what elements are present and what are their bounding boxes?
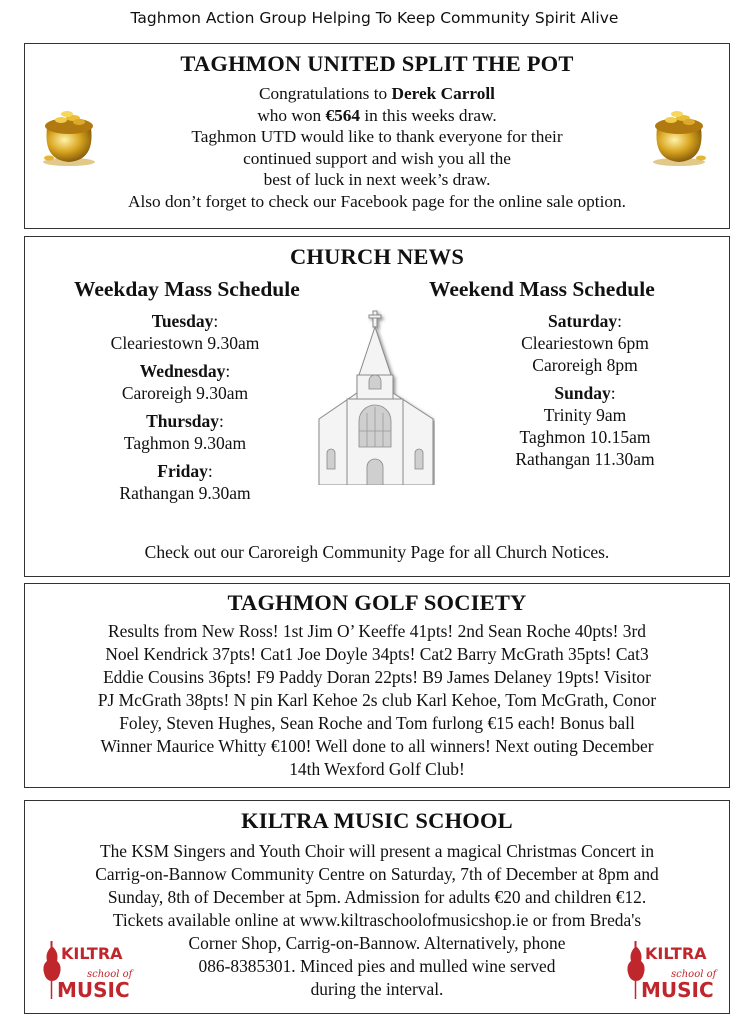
pot-body <box>25 83 729 212</box>
golf-body <box>35 620 719 781</box>
church-title: CHURCH NEWS <box>289 244 465 269</box>
golf-line: Results from New Ross! 1st Jim O’ Keeffe 41pts! 2nd Sean Roche 40pts! 3rd <box>108 621 646 641</box>
pot-line5: best of luck in next week’s draw. <box>263 170 491 189</box>
day-name: Tuesday <box>151 311 214 331</box>
church-footer: Check out our Caroreigh Community Page for all Church Notices. <box>144 542 610 562</box>
page-header: Taghmon Action Group Helping To Keep Community Spirit Alive <box>130 9 619 27</box>
logo-bottom-text: MUSIC <box>57 978 130 1001</box>
golf-line: Noel Kendrick 37pts! Cat1 Joe Doyle 34pts! Cat2 Barry McGrath 35pts! Cat3 <box>105 644 649 664</box>
golf-line: Foley, Steven Hughes, Sean Roche and Tom furlong €15 each! Bonus ball <box>119 713 635 733</box>
mass-time: Rathangan 9.30am <box>119 483 251 503</box>
mass-time: Caroreigh 8pm <box>532 355 638 375</box>
mass-time: Cleariestown 9.30am <box>110 333 260 353</box>
music-line: Sunday, 8th of December at 5pm. Admission for adults €20 and children €12. <box>107 887 647 907</box>
mass-time: Rathangan 11.30am <box>515 449 655 469</box>
church-icon <box>317 309 435 485</box>
weekday-day: Tuesday: <box>151 311 219 331</box>
mass-time: Caroreigh 9.30am <box>121 383 249 403</box>
golf-title: TAGHMON GOLF SOCIETY <box>227 590 527 615</box>
logo-top-text: KILTRA <box>645 944 707 963</box>
weekday-schedule-title: Weekday Mass Schedule <box>74 277 300 301</box>
winner-name: Derek Carroll <box>391 84 495 103</box>
golf-line: 14th Wexford Golf Club! <box>289 759 465 779</box>
pot-line2-suffix: in this weeks draw. <box>360 105 497 125</box>
split-the-pot-section <box>24 43 730 229</box>
mass-time: Taghmon 10.15am <box>519 427 651 447</box>
logo-bottom-text: MUSIC <box>641 978 714 1001</box>
golf-line: Winner Maurice Whitty €100! Well done to all winners! Next outing December <box>100 736 654 756</box>
pot-line1: Congratulations to <box>259 84 392 103</box>
music-title: KILTRA MUSIC SCHOOL <box>241 808 513 833</box>
day-name: Saturday <box>548 311 618 331</box>
weekday-schedule <box>65 310 305 504</box>
logo-middle-text: school of <box>87 969 133 980</box>
pot-title: TAGHMON UNITED SPLIT THE POT <box>180 51 574 76</box>
prize-amount: €564 <box>325 105 361 125</box>
weekend-day: Saturday: <box>548 311 622 331</box>
day-name: Sunday <box>554 383 611 403</box>
music-line: Carrig-on-Bannow Community Centre on Saturday, 7th of December at 8pm and <box>95 864 659 884</box>
day-name: Thursday <box>146 411 220 431</box>
music-line: during the interval. <box>310 979 444 999</box>
pot-line4: continued support and wish you all the <box>243 148 511 168</box>
music-line: 086-8385301. Minced pies and mulled wine served <box>198 956 556 976</box>
kiltra-logo <box>623 941 721 1001</box>
pot-of-gold-icon <box>649 100 709 168</box>
weekend-schedule <box>465 310 705 470</box>
golf-line: PJ McGrath 38pts! N pin Karl Kehoe 2s club Karl Kehoe, Tom McGrath, Conor <box>97 690 657 710</box>
church-news-section <box>24 236 730 577</box>
music-line: Corner Shop, Carrig-on-Bannow. Alternatively, phone <box>188 933 566 953</box>
weekend-schedule-title: Weekend Mass Schedule <box>429 277 655 301</box>
golf-society-section <box>24 583 730 788</box>
weekday-day: Friday: <box>157 461 213 481</box>
golf-line: Eddie Cousins 36pts! F9 Paddy Doran 22pts! B9 James Delaney 19pts! Visitor <box>103 667 651 687</box>
music-school-section <box>24 800 730 1014</box>
mass-time: Taghmon 9.30am <box>123 433 247 453</box>
pot-line2: who won <box>257 105 326 125</box>
weekday-day: Wednesday: <box>139 361 231 381</box>
pot-of-gold-icon <box>39 100 99 168</box>
logo-top-text: KILTRA <box>61 944 123 963</box>
day-name: Wednesday <box>139 361 226 381</box>
kiltra-logo <box>39 941 137 1001</box>
weekend-day: Sunday: <box>554 383 616 403</box>
pot-line3: Taghmon UTD would like to thank everyone for their <box>191 127 563 146</box>
mass-time: Cleariestown 6pm <box>521 333 649 353</box>
weekday-day: Thursday: <box>146 411 224 431</box>
music-line: The KSM Singers and Youth Choir will present a magical Christmas Concert in <box>99 841 655 861</box>
pot-line6: Also don’t forget to check our Facebook page for the online sale option. <box>128 191 626 211</box>
music-line: Tickets available online at www.kiltraschoolofmusicshop.ie or from Breda's <box>112 910 642 930</box>
mass-time: Trinity 9am <box>543 405 627 425</box>
logo-middle-text: school of <box>671 969 717 980</box>
day-name: Friday <box>157 461 208 481</box>
